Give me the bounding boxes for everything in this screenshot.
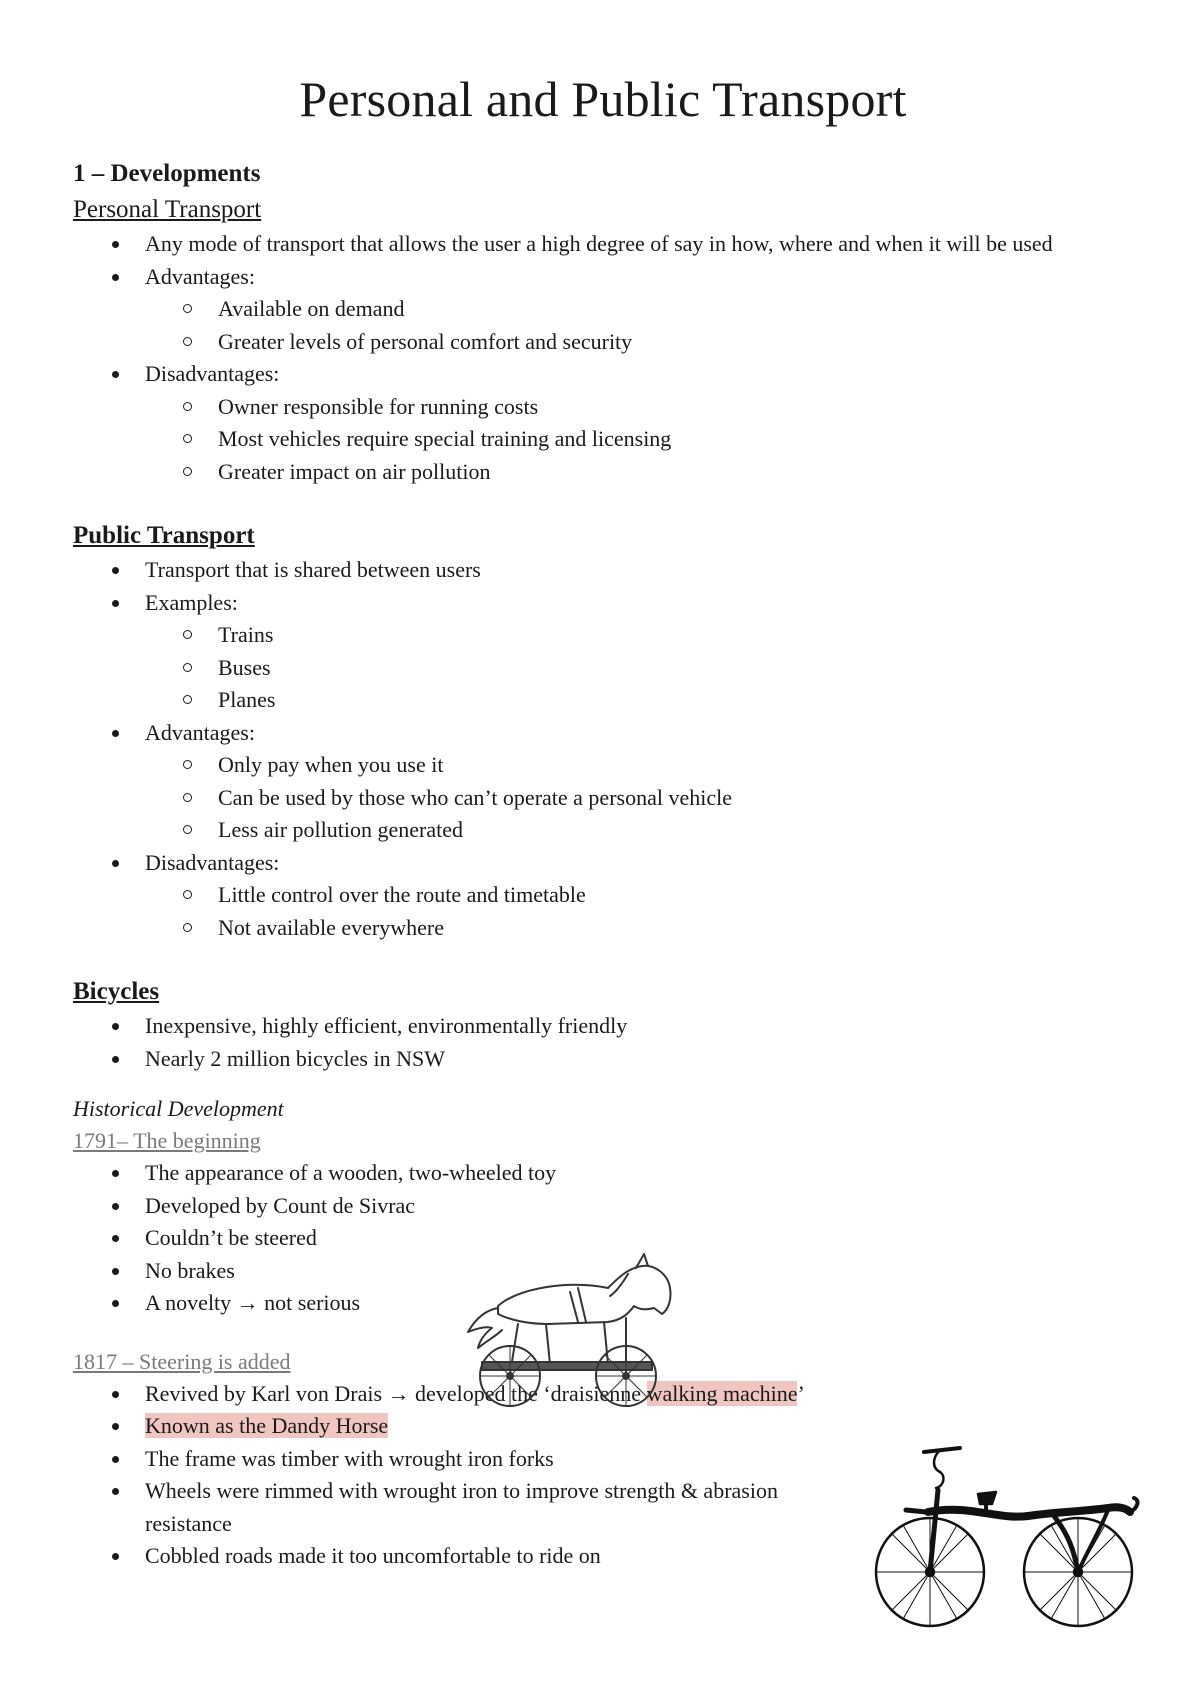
- list-item: The frame was timber with wrought iron forks: [73, 1443, 1133, 1476]
- hobby-horse-illustration: [458, 1248, 678, 1408]
- text-segment: ’: [797, 1380, 805, 1406]
- list-item: Buses: [73, 652, 1133, 685]
- page-title: Personal and Public Transport: [299, 71, 907, 127]
- public-transport-list: [73, 554, 1133, 944]
- list-item: Less air pollution generated: [73, 814, 1133, 847]
- list-item: Any mode of transport that allows the user a high degree of say in how, where and when it will be used: [73, 228, 1133, 261]
- list-item: Greater impact on air pollution: [73, 456, 1133, 489]
- personal-transport-heading: Personal Transport: [73, 196, 262, 223]
- list-item: No brakes: [73, 1255, 1133, 1288]
- list-item: Wheels were rimmed with wrought iron to improve strength & abrasion resistance: [73, 1475, 865, 1540]
- historical-development-label: Historical Development: [73, 1096, 284, 1121]
- dandy-horse-illustration: [868, 1446, 1142, 1630]
- list-item: Owner responsible for running costs: [73, 391, 1133, 424]
- highlighted-text: walking machine: [646, 1380, 798, 1406]
- list-item: Most vehicles require special training and licensing: [73, 423, 1133, 456]
- list-item: Disadvantages:: [73, 847, 1133, 880]
- list-item: Little control over the route and timetable: [73, 879, 1133, 912]
- list-item: [73, 1410, 1133, 1443]
- era-1791-heading: 1791– The beginning: [73, 1128, 261, 1153]
- list-item: Disadvantages:: [73, 358, 1133, 391]
- list-item: A novelty → not serious: [73, 1287, 1133, 1320]
- list-item: Greater levels of personal comfort and security: [73, 326, 1133, 359]
- list-item: Only pay when you use it: [73, 749, 1133, 782]
- list-item: Transport that is shared between users: [73, 554, 1133, 587]
- list-item: Cobbled roads made it too uncomfortable to ride on: [73, 1540, 1133, 1573]
- list-item: Nearly 2 million bicycles in NSW: [73, 1043, 1133, 1076]
- list-item: Couldn’t be steered: [73, 1222, 1133, 1255]
- list-item: The appearance of a wooden, two-wheeled toy: [73, 1157, 1133, 1190]
- personal-transport-list: [73, 228, 1133, 488]
- era-1817-heading: 1817 – Steering is added: [73, 1348, 291, 1374]
- list-item: Advantages:: [73, 261, 1133, 294]
- bicycles-list: [73, 1010, 1133, 1075]
- text-segment: Revived by Karl von Drais → developed the ‘draisienne: [145, 1380, 647, 1406]
- list-item: Not available everywhere: [73, 912, 1133, 945]
- list-item: Planes: [73, 684, 1133, 717]
- public-transport-heading: Public Transport: [73, 522, 255, 549]
- highlighted-text: Known as the Dandy Horse: [145, 1413, 389, 1438]
- list-item: Examples:: [73, 587, 1133, 620]
- list-item: Inexpensive, highly efficient, environmentally friendly: [73, 1010, 1133, 1043]
- section-number-heading: 1 – Developments: [73, 160, 261, 187]
- list-item: Available on demand: [73, 293, 1133, 326]
- bicycles-heading: Bicycles: [73, 978, 160, 1005]
- list-item: Trains: [73, 619, 1133, 652]
- list-item: Can be used by those who can’t operate a personal vehicle: [73, 782, 1133, 815]
- list-item: Advantages:: [73, 717, 1133, 750]
- list-item: Developed by Count de Sivrac: [73, 1190, 1133, 1223]
